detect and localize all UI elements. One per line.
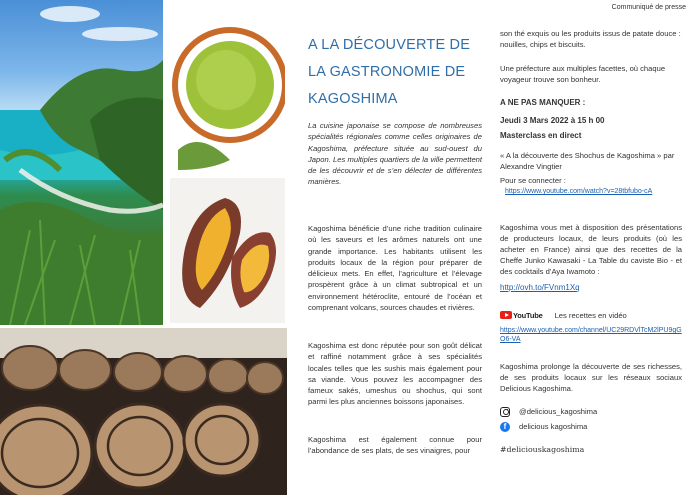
body-paragraph-3: Kagoshima est également connue pour l’abondance de ses plats, de ses vinaigres, pour <box>308 435 482 456</box>
page-title <box>308 32 482 113</box>
coast-photo <box>0 0 163 325</box>
masterclass-label: Masterclass en direct <box>500 131 582 140</box>
continuation-paragraph: son thé exquis ou les produits issus de patate douce : nouilles, chips et biscuits. <box>500 29 681 49</box>
green-tea-photo <box>170 10 285 175</box>
event-date: Jeudi 3 Mars 2022 à 15 h 00 <box>500 116 605 125</box>
title-line-1: A LA DÉCOUVERTE DE <box>308 37 471 53</box>
prefecture-paragraph: Une préfecture aux multiples facettes, où chaque voyageur trouve son bonheur. <box>500 64 666 84</box>
sweet-potato-illustration <box>170 178 285 323</box>
body-paragraph-2: Kagoshima est donc réputée pour son goût délicat et raffiné notamment grâce à ses spécialités locales telles que les sushis mais également pour sa viande. Vous pouvez les accompagner des fameux sakés, umeshus ou shochus, qui sont parmi les plus anciennes boissons japonaises. <box>308 341 482 407</box>
recipes-label: Les recettes en vidéo <box>554 310 627 320</box>
press-release-label: Communiqué de presse <box>611 4 686 11</box>
instagram-handle: @delicious_kagoshima <box>519 407 598 416</box>
instagram-icon <box>500 407 510 417</box>
barrels-illustration <box>0 328 287 495</box>
youtube-wordmark: YouTube <box>513 310 543 320</box>
presentations-paragraph: Kagoshima vous met à disposition des présentations de producteurs locaux, de leurs produits (où les acheter en France) ainsi que des recettes de la Cheffe Junko Kawasaki - La Table du caviste Bio - et des cocktails d’Aya Iwamoto : <box>500 223 682 276</box>
facebook-row[interactable] <box>500 420 682 433</box>
coast-illustration <box>0 0 163 325</box>
youtube-recipes-row <box>500 309 682 321</box>
not-to-miss-heading: A NE PAS MANQUER : <box>500 98 586 107</box>
intro-paragraph: La cuisine japonaise se compose de nombreuses spécialités régionales comme celles originaires de Kagoshima, préfecture située au sud-ouest du Japon. Les multiples quartiers de la ville permettent de les découvrir et de s’en délecter de différentes manières. <box>308 121 482 187</box>
masterclass-link[interactable]: https://www.youtube.com/watch?v=28tbfubo-cA <box>505 188 653 195</box>
facebook-handle: delicious kagoshima <box>519 422 588 431</box>
instagram-row[interactable] <box>500 405 682 418</box>
social-paragraph: Kagoshima prolonge la découverte de ses richesses, de ses produits locaux sur les réseaux sociaux Delicious Kagoshima. <box>500 362 682 393</box>
title-line-2: LA GASTRONOMIE DE <box>308 64 466 80</box>
tea-cup-illustration <box>170 10 285 175</box>
connect-label: Pour se connecter : <box>500 176 566 185</box>
sweet-potato-photo <box>170 178 285 323</box>
youtube-logo-icon <box>500 311 543 320</box>
hashtag: #deliciouskagoshima <box>500 445 585 454</box>
body-paragraph-1: Kagoshima bénéficie d’une riche tradition culinaire où les saveurs et les arômes naturels ont une grande importance. Les habitants utilisent les produits locaux de la région pour préparer de délicieux mets. En effet, l’agriculture et l’élevage prospèrent grâce à un climat subtropical et un environnement hétéroclite, entouré de l’océan et comprenant volcans, sources chaudes et rivières. <box>308 224 482 313</box>
title-line-3: KAGOSHIMA <box>308 91 398 107</box>
barrels-photo <box>0 328 287 495</box>
youtube-channel-link[interactable]: https://www.youtube.com/channel/UC29RDVlTcM2lPU9gGO6-VA <box>500 327 682 343</box>
short-link[interactable]: http://ovh.to/FVnm1Xq <box>500 283 580 292</box>
facebook-icon: f <box>500 422 510 432</box>
youtube-play-icon <box>500 311 512 319</box>
event-description: « A la découverte des Shochus de Kagoshima » par Alexandre Vingtier <box>500 151 675 171</box>
